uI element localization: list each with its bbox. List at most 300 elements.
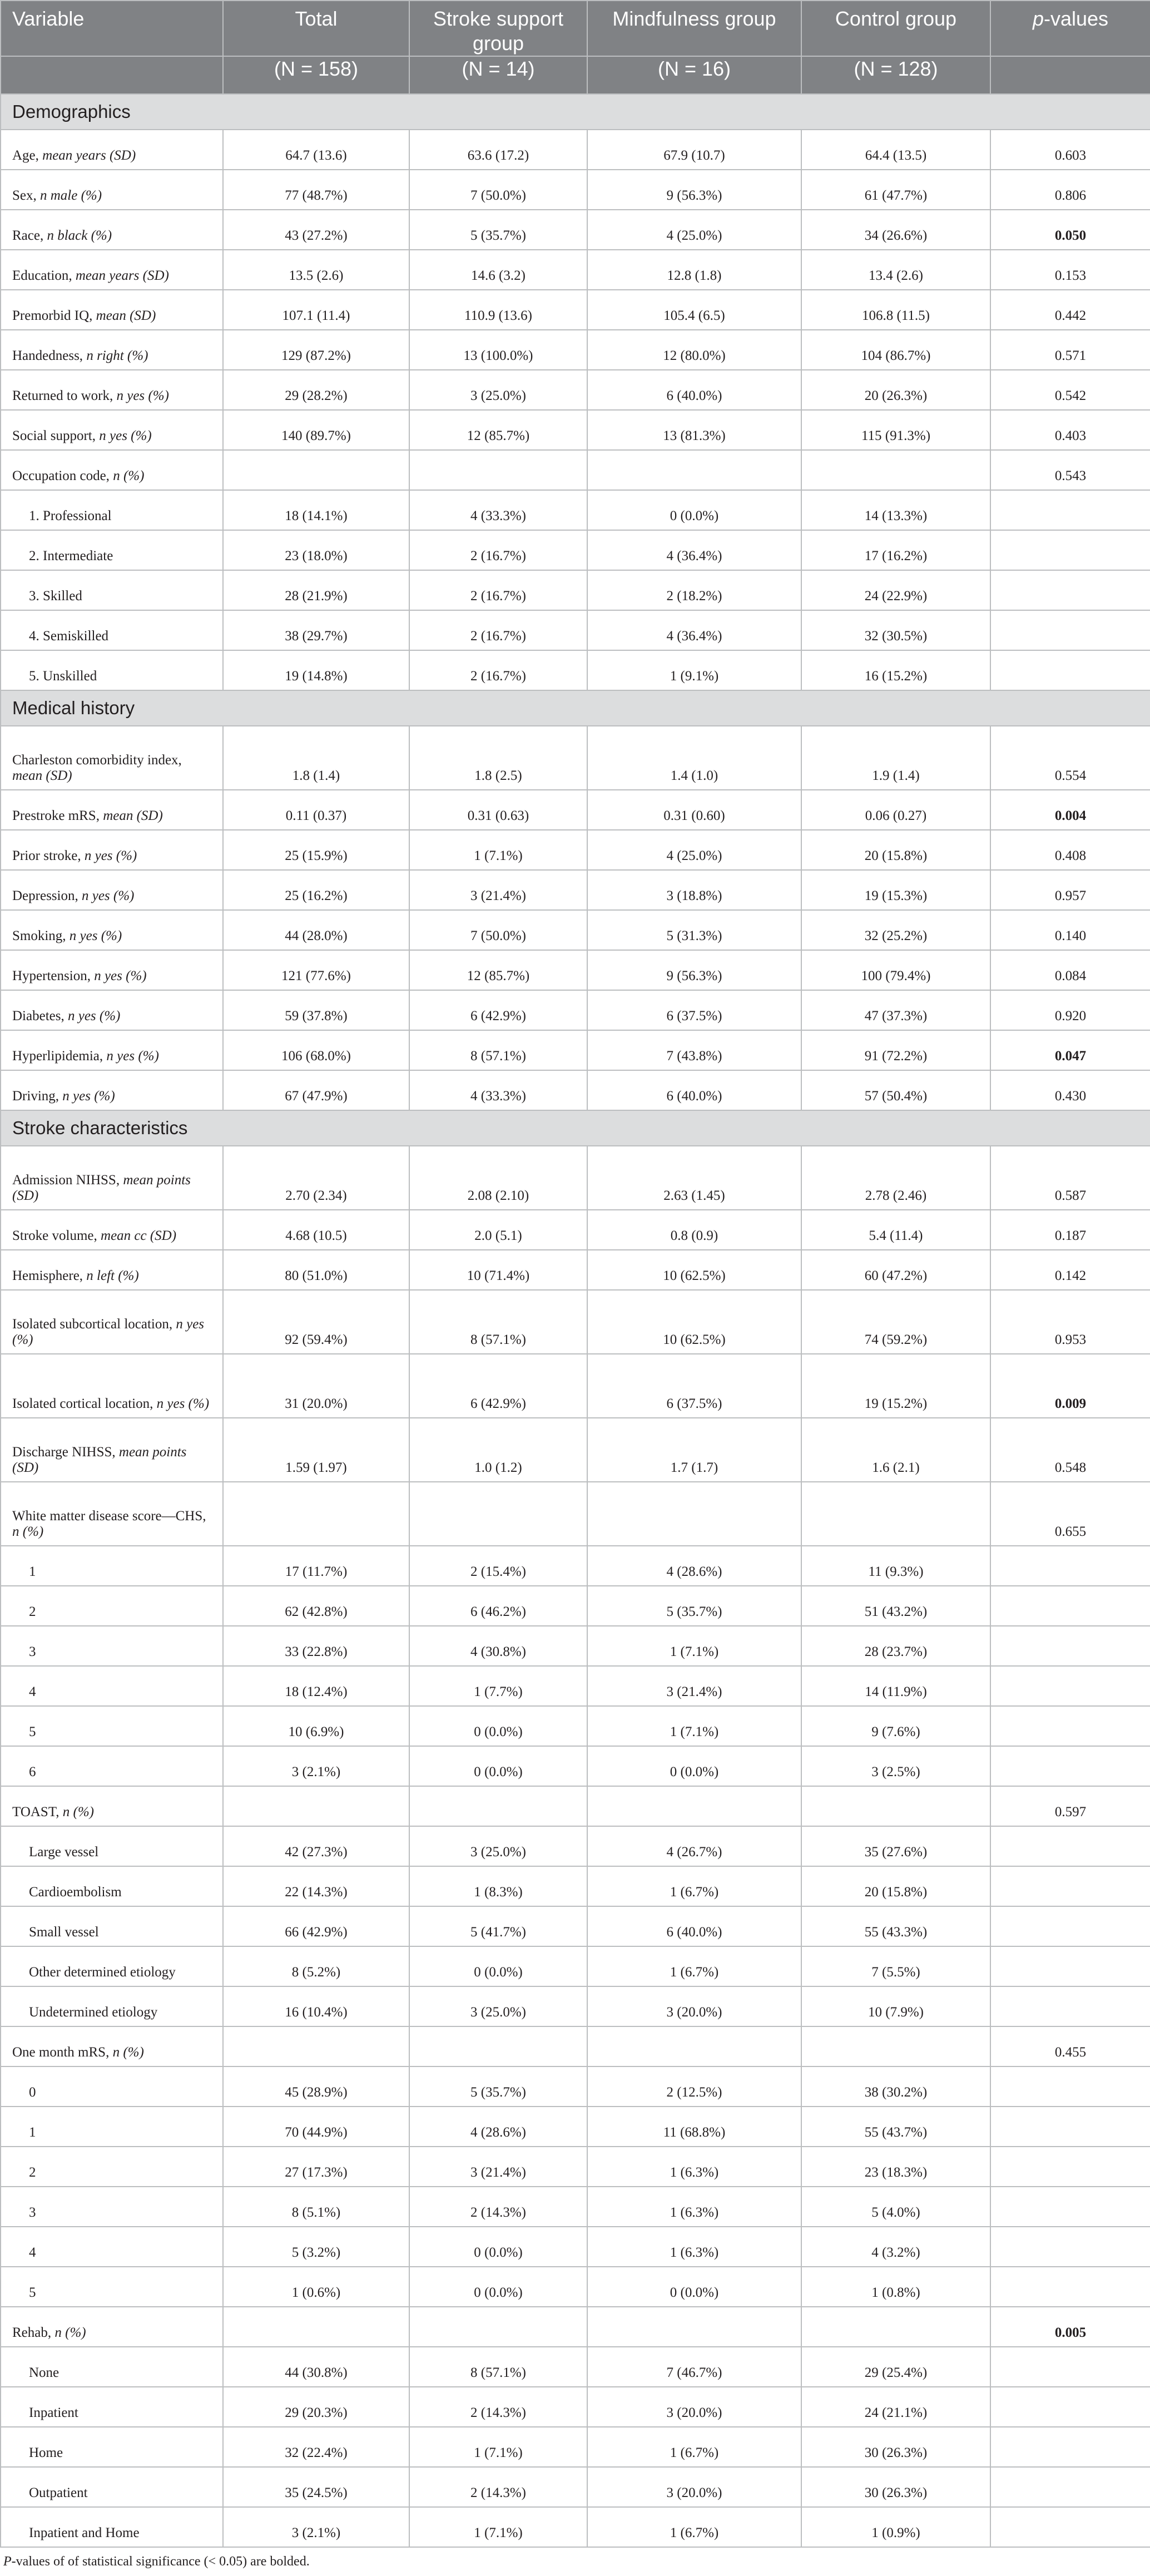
cell-mindfulness: 3 (20.0%) [587,2467,801,2507]
row-label: Other determined etiology [1,1946,223,1986]
cell-p-value [990,2107,1150,2147]
row-label: White matter disease score—CHS, n (%) [1,1482,223,1546]
cell-p-value: 0.140 [990,910,1150,950]
cell-p-value [990,2066,1150,2107]
cell-stroke-support: 12 (85.7%) [409,950,587,990]
section-title: Stroke characteristics [1,1110,1150,1146]
cell-mindfulness: 5 (35.7%) [587,1586,801,1626]
cell-stroke-support: 2 (16.7%) [409,570,587,610]
header-total: Total [223,1,409,56]
cell-p-value [990,2227,1150,2267]
cell-stroke-support: 1.0 (1.2) [409,1418,587,1482]
cell-total: 2.70 (2.34) [223,1146,409,1210]
cell-control: 74 (59.2%) [801,1290,990,1354]
cell-stroke-support: 2.08 (2.10) [409,1146,587,1210]
row-label: Prestroke mRS, mean (SD) [1,790,223,830]
row-label: 2 [1,1586,223,1626]
cell-control: 30 (26.3%) [801,2427,990,2467]
cell-control: 24 (21.1%) [801,2387,990,2427]
section-title: Demographics [1,94,1150,130]
cell-total: 22 (14.3%) [223,1866,409,1906]
table-row [1,1746,1150,1786]
row-label: Prior stroke, n yes (%) [1,830,223,870]
cell-total: 38 (29.7%) [223,610,409,650]
cell-stroke-support: 6 (42.9%) [409,1354,587,1418]
cell-control: 20 (15.8%) [801,830,990,870]
cell-stroke-support: 110.9 (13.6) [409,290,587,330]
cell-mindfulness: 1 (6.3%) [587,2187,801,2227]
cell-p-value [990,1706,1150,1746]
table-row [1,1418,1150,1482]
cell-total: 16 (10.4%) [223,1986,409,2026]
cell-total [223,1786,409,1826]
cell-control: 60 (47.2%) [801,1250,990,1290]
cell-control: 5 (4.0%) [801,2187,990,2227]
cell-p-value [990,2147,1150,2187]
cell-stroke-support: 1.8 (2.5) [409,726,587,790]
cell-mindfulness: 1 (9.1%) [587,650,801,690]
cell-stroke-support: 0 (0.0%) [409,1746,587,1786]
cell-stroke-support: 8 (57.1%) [409,1030,587,1070]
cell-control: 47 (37.3%) [801,990,990,1030]
cell-mindfulness: 10 (62.5%) [587,1290,801,1354]
cell-stroke-support: 6 (46.2%) [409,1586,587,1626]
cell-p-value [990,2387,1150,2427]
cell-mindfulness: 1 (7.1%) [587,1626,801,1666]
cell-p-value: 0.548 [990,1418,1150,1482]
row-label: Age, mean years (SD) [1,130,223,170]
table-row [1,2107,1150,2147]
cell-stroke-support: 5 (35.7%) [409,2066,587,2107]
cell-mindfulness: 12.8 (1.8) [587,250,801,290]
cell-mindfulness: 4 (25.0%) [587,210,801,250]
cell-control: 61 (47.7%) [801,170,990,210]
cell-control: 23 (18.3%) [801,2147,990,2187]
cell-mindfulness: 4 (25.0%) [587,830,801,870]
row-label: Discharge NIHSS, mean points (SD) [1,1418,223,1482]
row-label: Home [1,2427,223,2467]
cell-total: 8 (5.1%) [223,2187,409,2227]
table-row [1,2507,1150,2547]
cell-mindfulness: 12 (80.0%) [587,330,801,370]
cell-p-value [990,2347,1150,2387]
cell-total: 64.7 (13.6) [223,130,409,170]
table-row [1,1786,1150,1826]
cell-total: 32 (22.4%) [223,2427,409,2467]
row-label: 1. Professional [1,490,223,530]
cell-mindfulness: 0.8 (0.9) [587,1210,801,1250]
cell-mindfulness: 0 (0.0%) [587,490,801,530]
cell-mindfulness: 10 (62.5%) [587,1250,801,1290]
cell-p-value: 0.957 [990,870,1150,910]
table-row [1,210,1150,250]
cell-mindfulness: 6 (40.0%) [587,370,801,410]
row-label: Race, n black (%) [1,210,223,250]
cell-control: 29 (25.4%) [801,2347,990,2387]
row-label: Hyperlipidemia, n yes (%) [1,1030,223,1070]
cell-stroke-support: 8 (57.1%) [409,2347,587,2387]
row-label: 3. Skilled [1,570,223,610]
cell-stroke-support: 0 (0.0%) [409,2267,587,2307]
cell-stroke-support [409,450,587,490]
table-row [1,2227,1150,2267]
row-label: Driving, n yes (%) [1,1070,223,1110]
row-label: 5 [1,1706,223,1746]
table-header [1,1,1150,94]
cell-stroke-support: 63.6 (17.2) [409,130,587,170]
table-row [1,370,1150,410]
cell-mindfulness: 2 (18.2%) [587,570,801,610]
cell-mindfulness: 1 (6.3%) [587,2227,801,2267]
cell-control: 3 (2.5%) [801,1746,990,1786]
cell-total: 92 (59.4%) [223,1290,409,1354]
table-row [1,2467,1150,2507]
table-row [1,570,1150,610]
row-label: 5. Unskilled [1,650,223,690]
table-row [1,450,1150,490]
row-label: One month mRS, n (%) [1,2026,223,2066]
table-row [1,290,1150,330]
cell-p-value: 0.543 [990,450,1150,490]
cell-p-value [990,1866,1150,1906]
table-row [1,2427,1150,2467]
cell-control [801,2307,990,2347]
cell-control [801,1786,990,1826]
table-row [1,2147,1150,2187]
cell-p-value [990,1746,1150,1786]
row-label: None [1,2347,223,2387]
cell-stroke-support: 2 (15.4%) [409,1546,587,1586]
cell-p-value: 0.806 [990,170,1150,210]
cell-stroke-support: 4 (33.3%) [409,1070,587,1110]
cell-total: 8 (5.2%) [223,1946,409,1986]
row-label: 4 [1,2227,223,2267]
row-label: 1 [1,1546,223,1586]
cell-stroke-support [409,2307,587,2347]
cell-total [223,2307,409,2347]
row-label: Smoking, n yes (%) [1,910,223,950]
cell-mindfulness: 11 (68.8%) [587,2107,801,2147]
cell-p-value: 0.047 [990,1030,1150,1070]
cell-stroke-support: 10 (71.4%) [409,1250,587,1290]
table-row [1,1290,1150,1354]
cell-p-value [990,1906,1150,1946]
cell-control [801,450,990,490]
cell-control: 91 (72.2%) [801,1030,990,1070]
row-label: 2 [1,2147,223,2187]
table-row [1,1482,1150,1546]
cell-p-value [990,570,1150,610]
cell-control: 32 (30.5%) [801,610,990,650]
cell-mindfulness: 1 (6.7%) [587,2507,801,2547]
table-row [1,2267,1150,2307]
cell-p-value: 0.587 [990,1146,1150,1210]
cell-mindfulness: 7 (43.8%) [587,1030,801,1070]
cell-mindfulness: 1 (6.3%) [587,2147,801,2187]
cell-total: 3 (2.1%) [223,1746,409,1786]
cell-p-value: 0.142 [990,1250,1150,1290]
cell-stroke-support: 2 (14.3%) [409,2387,587,2427]
row-label: Inpatient [1,2387,223,2427]
cell-stroke-support: 1 (7.1%) [409,2507,587,2547]
cell-control: 1 (0.9%) [801,2507,990,2547]
cell-stroke-support: 7 (50.0%) [409,170,587,210]
table-row [1,330,1150,370]
cell-p-value: 0.542 [990,370,1150,410]
cell-control: 104 (86.7%) [801,330,990,370]
cell-mindfulness: 4 (28.6%) [587,1546,801,1586]
cell-mindfulness: 67.9 (10.7) [587,130,801,170]
cell-control: 7 (5.5%) [801,1946,990,1986]
cell-stroke-support: 2 (14.3%) [409,2467,587,2507]
cell-total: 62 (42.8%) [223,1586,409,1626]
row-label: Diabetes, n yes (%) [1,990,223,1030]
cell-p-value: 0.005 [990,2307,1150,2347]
cell-mindfulness [587,1482,801,1546]
cell-total: 35 (24.5%) [223,2467,409,2507]
cell-stroke-support: 3 (21.4%) [409,870,587,910]
cell-stroke-support [409,2026,587,2066]
cell-total: 13.5 (2.6) [223,250,409,290]
cell-total: 1 (0.6%) [223,2267,409,2307]
cell-stroke-support: 4 (28.6%) [409,2107,587,2147]
header-mindfulness: Mindfulness group [587,1,801,56]
cell-stroke-support: 1 (7.1%) [409,830,587,870]
cell-p-value: 0.603 [990,130,1150,170]
table-row [1,1826,1150,1866]
cell-stroke-support: 6 (42.9%) [409,990,587,1030]
cell-p-value: 0.571 [990,330,1150,370]
cell-total: 77 (48.7%) [223,170,409,210]
cell-control: 14 (11.9%) [801,1666,990,1706]
header-n-p [990,56,1150,94]
cell-stroke-support: 0 (0.0%) [409,1946,587,1986]
cell-p-value [990,1946,1150,1986]
row-label: 3 [1,1626,223,1666]
cell-mindfulness: 13 (81.3%) [587,410,801,450]
cell-p-value [990,1666,1150,1706]
row-label: Education, mean years (SD) [1,250,223,290]
row-label: 1 [1,2107,223,2147]
cell-control: 100 (79.4%) [801,950,990,990]
row-label: 5 [1,2267,223,2307]
table-row [1,410,1150,450]
cell-stroke-support: 1 (8.3%) [409,1866,587,1906]
row-label: Hypertension, n yes (%) [1,950,223,990]
cell-control: 30 (26.3%) [801,2467,990,2507]
cell-total: 140 (89.7%) [223,410,409,450]
table-row [1,1070,1150,1110]
cell-mindfulness: 0.31 (0.60) [587,790,801,830]
cell-stroke-support: 1 (7.1%) [409,2427,587,2467]
cell-mindfulness: 1 (7.1%) [587,1706,801,1746]
table-row [1,2347,1150,2387]
cell-total: 27 (17.3%) [223,2147,409,2187]
table-row [1,2387,1150,2427]
section-row [1,1110,1150,1146]
cell-total: 31 (20.0%) [223,1354,409,1418]
cell-control: 32 (25.2%) [801,910,990,950]
cell-total: 44 (28.0%) [223,910,409,950]
section-title: Medical history [1,690,1150,726]
section-row [1,690,1150,726]
cell-control: 24 (22.9%) [801,570,990,610]
table-row [1,1030,1150,1070]
cell-p-value [990,2427,1150,2467]
cell-mindfulness: 1 (6.7%) [587,1866,801,1906]
cell-stroke-support: 12 (85.7%) [409,410,587,450]
cell-control: 13.4 (2.6) [801,250,990,290]
table-row [1,1250,1150,1290]
cell-control: 11 (9.3%) [801,1546,990,1586]
cell-control: 9 (7.6%) [801,1706,990,1746]
cell-control: 1 (0.8%) [801,2267,990,2307]
cell-total: 18 (12.4%) [223,1666,409,1706]
cell-p-value [990,2187,1150,2227]
cell-mindfulness: 0 (0.0%) [587,1746,801,1786]
table-row [1,1210,1150,1250]
cell-p-value: 0.554 [990,726,1150,790]
cell-total: 44 (30.8%) [223,2347,409,2387]
cell-control: 17 (16.2%) [801,530,990,570]
cell-control: 34 (26.6%) [801,210,990,250]
cell-control: 38 (30.2%) [801,2066,990,2107]
table-row [1,1866,1150,1906]
cell-p-value [990,1986,1150,2026]
cell-stroke-support: 0 (0.0%) [409,2227,587,2267]
table-row [1,1706,1150,1746]
cell-mindfulness: 7 (46.7%) [587,2347,801,2387]
row-label: 0 [1,2066,223,2107]
cell-p-value: 0.050 [990,210,1150,250]
cell-control: 55 (43.3%) [801,1906,990,1946]
cell-stroke-support: 2 (16.7%) [409,530,587,570]
cell-total: 1.59 (1.97) [223,1418,409,1482]
cell-mindfulness: 3 (18.8%) [587,870,801,910]
cell-mindfulness: 4 (36.4%) [587,530,801,570]
cell-total: 17 (11.7%) [223,1546,409,1586]
cell-total: 3 (2.1%) [223,2507,409,2547]
cell-p-value [990,490,1150,530]
cell-total: 18 (14.1%) [223,490,409,530]
row-label: 4 [1,1666,223,1706]
cell-control: 19 (15.2%) [801,1354,990,1418]
cell-stroke-support: 3 (25.0%) [409,370,587,410]
cell-stroke-support: 4 (30.8%) [409,1626,587,1666]
cell-mindfulness: 6 (40.0%) [587,1906,801,1946]
cell-p-value: 0.442 [990,290,1150,330]
cell-p-value: 0.953 [990,1290,1150,1354]
cell-total: 121 (77.6%) [223,950,409,990]
cell-mindfulness: 3 (20.0%) [587,1986,801,2026]
cell-total: 66 (42.9%) [223,1906,409,1946]
cell-mindfulness: 6 (37.5%) [587,1354,801,1418]
cell-stroke-support: 2 (16.7%) [409,650,587,690]
cell-mindfulness: 3 (21.4%) [587,1666,801,1706]
row-label: Admission NIHSS, mean points (SD) [1,1146,223,1210]
section-row [1,94,1150,130]
cell-total: 1.8 (1.4) [223,726,409,790]
row-label: 3 [1,2187,223,2227]
cell-total [223,2026,409,2066]
header-n-stroke-support: (N = 14) [409,56,587,94]
cell-total: 29 (20.3%) [223,2387,409,2427]
cell-mindfulness [587,2307,801,2347]
cell-mindfulness: 0 (0.0%) [587,2267,801,2307]
row-label: Occupation code, n (%) [1,450,223,490]
cell-total: 106 (68.0%) [223,1030,409,1070]
header-p-values: p-values [990,1,1150,56]
table-row [1,610,1150,650]
cell-p-value [990,2267,1150,2307]
table-row [1,910,1150,950]
table-row [1,250,1150,290]
cell-p-value: 0.009 [990,1354,1150,1418]
table-row [1,170,1150,210]
cell-mindfulness: 5 (31.3%) [587,910,801,950]
cell-control: 20 (15.8%) [801,1866,990,1906]
cell-total: 45 (28.9%) [223,2066,409,2107]
row-label: Hemisphere, n left (%) [1,1250,223,1290]
cell-stroke-support: 0 (0.0%) [409,1706,587,1746]
cell-mindfulness [587,1786,801,1826]
cell-total: 4.68 (10.5) [223,1210,409,1250]
cell-total [223,450,409,490]
row-label: Sex, n male (%) [1,170,223,210]
table-row [1,490,1150,530]
cell-stroke-support: 3 (21.4%) [409,2147,587,2187]
cell-p-value: 0.403 [990,410,1150,450]
cell-total: 59 (37.8%) [223,990,409,1030]
table-body [1,94,1150,2547]
cell-p-value: 0.153 [990,250,1150,290]
cell-mindfulness: 2 (12.5%) [587,2066,801,2107]
cell-control: 55 (43.7%) [801,2107,990,2147]
cell-mindfulness: 3 (20.0%) [587,2387,801,2427]
cell-stroke-support: 4 (33.3%) [409,490,587,530]
cell-p-value: 0.187 [990,1210,1150,1250]
cell-mindfulness: 1 (6.7%) [587,2427,801,2467]
cell-stroke-support: 5 (41.7%) [409,1906,587,1946]
footnote: P-values of of statistical significance (< 0.05) are bolded. [3,2554,310,2569]
cell-total: 0.11 (0.37) [223,790,409,830]
cell-stroke-support: 8 (57.1%) [409,1290,587,1354]
cell-control [801,1482,990,1546]
cell-p-value: 0.004 [990,790,1150,830]
cell-control: 51 (43.2%) [801,1586,990,1626]
header-n-control: (N = 128) [801,56,990,94]
cell-total: 70 (44.9%) [223,2107,409,2147]
row-label: 4. Semiskilled [1,610,223,650]
table-row [1,530,1150,570]
cell-p-value [990,610,1150,650]
table-row [1,130,1150,170]
cell-total: 10 (6.9%) [223,1706,409,1746]
cell-control: 1.9 (1.4) [801,726,990,790]
table-row [1,1146,1150,1210]
table-row [1,1546,1150,1586]
cell-mindfulness: 1.7 (1.7) [587,1418,801,1482]
cell-stroke-support: 7 (50.0%) [409,910,587,950]
cell-stroke-support [409,1482,587,1546]
row-label: Small vessel [1,1906,223,1946]
cell-p-value [990,1626,1150,1666]
row-label: Depression, n yes (%) [1,870,223,910]
cell-p-value [990,1826,1150,1866]
cell-stroke-support: 2.0 (5.1) [409,1210,587,1250]
cell-control: 28 (23.7%) [801,1626,990,1666]
table-row [1,2187,1150,2227]
